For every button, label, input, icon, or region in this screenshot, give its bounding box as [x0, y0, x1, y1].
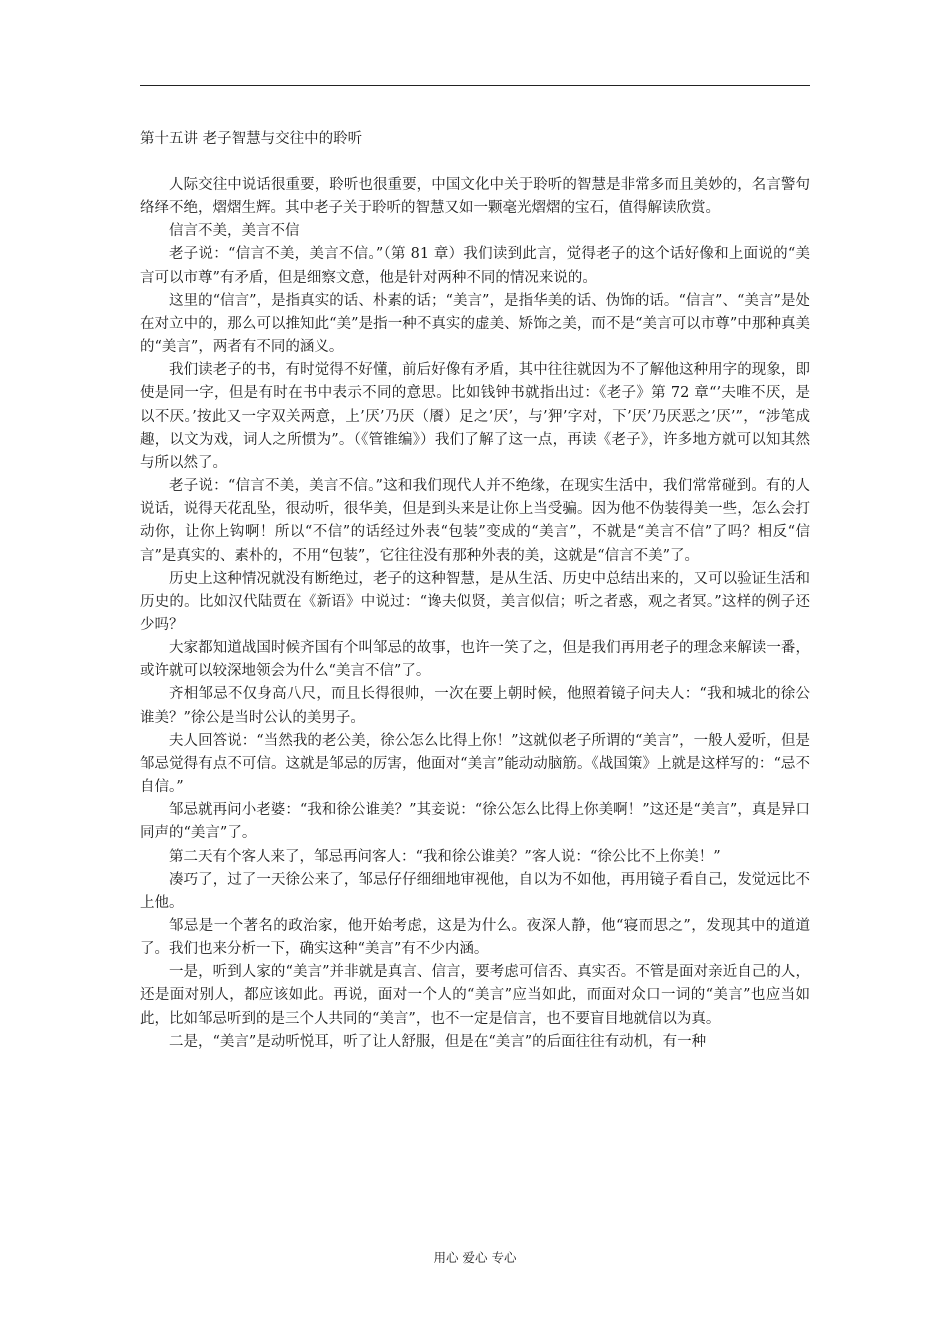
paragraph: 一是，听到人家的“美言”并非就是真言、信言，要考虑可信否、真实否。不管是面对亲近自己的人，还是面对别人，都应该如此。再说，面对一个人的“美言”应当如此，而面对众口一词的“美言”也应当如此，比如邹忌听到的是三个人共同的“美言”，也不一定是信言，也不要盲目地就信以为真。 [140, 964, 810, 1027]
paragraph: 老子说：“信言不美，美言不信。”这和我们现代人并不绝缘，在现实生活中，我们常常碰到。有的人说话，说得天花乱坠，很动听，很华美，但是到头来是让你上当受骗。因为他不伪装得美一些，怎么会打动你，让你上钩啊！所以“不信”的话经过外表“包装”变成的“美言”，不就是“美言不信”了吗？相反“信言”是真实的、素朴的，不用“包装”，它往往没有那种外表的美，这就是“信言不美”了。 [140, 478, 810, 564]
paragraph: 齐相邹忌不仅身高八尺，而且长得很帅，一次在要上朝时候，他照着镜子问夫人：“我和城北的徐公谁美？”徐公是当时公认的美男子。 [140, 686, 810, 726]
paragraph: 二是，“美言”是动听悦耳，听了让人舒服，但是在“美言”的后面往往有动机，有一种 [169, 1033, 707, 1050]
paragraph: 人际交往中说话很重要，聆听也很重要，中国文化中关于聆听的智慧是非常多而且美妙的，名言警句络绎不绝，熠熠生辉。其中老子关于聆听的智慧又如一颗毫光熠熠的宝石，值得解读欣赏。 [140, 177, 810, 217]
lecture-title: 第十五讲 老子智慧与交往中的聆听 [140, 131, 363, 147]
paragraph: 大家都知道战国时候齐国有个叫邹忌的故事，也许一笑了之，但是我们再用老子的理念来解读一番，或许就可以较深地领会为什么“美言不信”了。 [140, 640, 810, 680]
paragraph: 这里的“信言”，是指真实的话、朴素的话；“美言”，是指华美的话、伪饰的话。“信言”、“美言”是处在对立中的，那么可以推知此“美”是指一种不真实的虚美、矫饰之美，而不是“美言可以市尊”中那种真美的“美言”，两者有不同的涵义。 [140, 292, 810, 356]
paragraph: 历史上这种情况就没有断绝过，老子的这种智慧，是从生活、历史中总结出来的，又可以验证生活和历史的。比如汉代陆贾在《新语》中说过：“谗夫似贤，美言似信；听之者惑，观之者冥。”这样的例子还少吗？ [140, 570, 810, 633]
section-heading: 信言不美，美言不信 [169, 223, 300, 240]
paragraph: 我们读老子的书，有时觉得不好懂，前后好像有矛盾，其中往往就因为不了解他这种用字的现象，即使是同一字，但是有时在书中表示不同的意思。比如钱钟书就指出过：《老子》第 72 章“’夫唯不厌，是以不厌。’按此又一字双关两意，上’厌’乃厌（餍）足之’厌’，与’狎’字对，下’厌’乃厌恶之’厌’”，“涉笔成趣，以文为戏，词人之所惯为”。（《管锥编》）我们了解了这一点，再读《老子》，许多地方就可以知其然与所以然了。 [140, 362, 810, 471]
paragraph: 老子说：“信言不美，美言不信。”（第 81 章）我们读到此言，觉得老子的这个话好像和上面说的“美言可以市尊”有矛盾，但是细察文意，他是针对两种不同的情况来说的。 [140, 246, 810, 286]
body-text [140, 174, 810, 1054]
paragraph: 邹忌是一个著名的政治家，他开始考虑，这是为什么。夜深人静，他“寝而思之”，发现其中的道道了。我们也来分析一下，确实这种“美言”有不少内涵。 [140, 918, 810, 958]
header-rule [140, 85, 810, 86]
paragraph: 第二天有个客人来了，邹忌再问客人：“我和徐公谁美？”客人说：“徐公比不上你美！” [169, 848, 721, 865]
page-footer: 用心 爱心 专心 [433, 1250, 517, 1265]
paragraph: 夫人回答说：“当然我的老公美，徐公怎么比得上你！”这就似老子所谓的“美言”，一般人爱听，但是邹忌觉得有点不可信。这就是邹忌的厉害，他面对“美言”能动动脑筋。《战国策》上就是这样写的：“忌不自信。” [140, 732, 810, 796]
paragraph: 凑巧了，过了一天徐公来了，邹忌仔仔细细地审视他，自以为不如他，再用镜子看自己，发觉远比不上他。 [140, 871, 810, 911]
paragraph: 邹忌就再问小老婆：“我和徐公谁美？”其妾说：“徐公怎么比得上你美啊！”这还是“美言”，真是异口同声的“美言”了。 [140, 802, 810, 842]
